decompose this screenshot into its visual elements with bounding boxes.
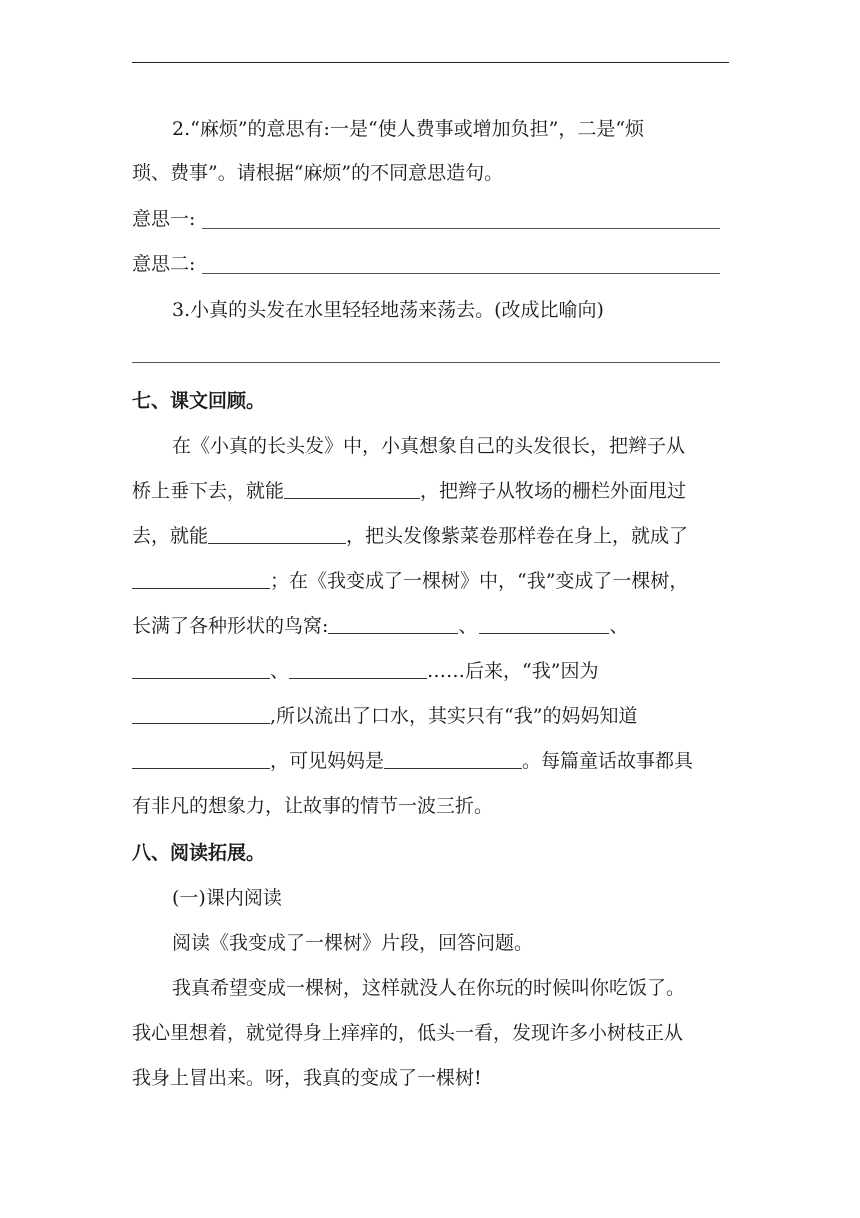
passage-line1: 我真希望变成一棵树，这样就没人在你玩的时候叫你吃饭了。 xyxy=(172,977,686,999)
s7-line6-sep: 、 xyxy=(270,660,290,682)
meaning2-label: 意思二: xyxy=(132,253,196,275)
passage-line2: 我心里想着，就觉得身上痒痒的，低头一看，发现许多小树枝正从 xyxy=(132,1022,684,1044)
section8-title: 八、阅读拓展。 xyxy=(132,842,266,864)
q2-line1: 2.“麻烦”的意思有:一是“使人费事或增加负担”，二是“烦 xyxy=(172,118,645,140)
s7-line8-text-b: 。每篇童话故事都具 xyxy=(522,750,694,772)
s7-line2-text-a: 桥上垂下去，就能 xyxy=(132,480,285,502)
s7-line3-text-a: 去，就能 xyxy=(132,525,209,547)
s7-line2-text-b: ，把辫子从牧场的栅栏外面甩过 xyxy=(420,480,687,502)
s7-line5-sep-2: 、 xyxy=(609,615,629,637)
s7-line8-text-a: ，可见妈妈是 xyxy=(270,750,385,772)
meaning1-answer-line[interactable] xyxy=(202,228,720,229)
s7-line4-text: ；在《我变成了一棵树》中，“我”变成了一棵树， xyxy=(270,570,689,592)
header-rule xyxy=(132,62,729,63)
s7-line3 xyxy=(132,523,688,549)
blank-4[interactable] xyxy=(328,615,458,634)
passage-line3: 我身上冒出来。呀，我真的变成了一棵树! xyxy=(132,1067,482,1089)
section8-subheading: (一)课内阅读 xyxy=(172,887,282,909)
s7-line4 xyxy=(132,568,688,594)
blank-7[interactable] xyxy=(289,660,427,679)
q3-answer-line[interactable] xyxy=(132,362,720,363)
blank-3[interactable] xyxy=(132,570,270,589)
s7-line1: 在《小真的长头发》中，小真想象自己的头发很长，把辫子从 xyxy=(172,435,686,457)
blank-6[interactable] xyxy=(132,660,270,679)
s7-line9: 有非凡的想象力，让故事的情节一波三折。 xyxy=(132,795,494,817)
s7-line5-sep-1: 、 xyxy=(458,615,478,637)
s7-line3-text-b: ，把头发像紫菜卷那样卷在身上，就成了 xyxy=(346,525,689,547)
s7-line5 xyxy=(132,613,628,639)
s7-line7-text: ,所以流出了口水，其实只有“我”的妈妈知道 xyxy=(270,705,638,727)
s7-line6-text: ……后来，“我”因为 xyxy=(427,660,599,682)
q3-text: 3.小真的头发在水里轻轻地荡来荡去。(改成比喻向) xyxy=(172,299,604,321)
blank-9[interactable] xyxy=(132,750,270,769)
q2-line2: 琐、费事”。请根据“麻烦”的不同意思造句。 xyxy=(132,162,504,184)
s7-line7 xyxy=(132,703,637,729)
meaning1-label: 意思一: xyxy=(132,208,196,230)
meaning2-answer-line[interactable] xyxy=(202,273,720,274)
blank-8[interactable] xyxy=(132,705,270,724)
section7-title: 七、课文回顾。 xyxy=(132,390,266,412)
blank-2[interactable] xyxy=(208,525,346,544)
blank-1[interactable] xyxy=(284,480,420,499)
s7-line5-text-a: 长满了各种形状的鸟窝: xyxy=(132,615,329,637)
blank-5[interactable] xyxy=(479,615,609,634)
s7-line2 xyxy=(132,478,686,504)
s7-line8 xyxy=(132,748,693,774)
s7-line6 xyxy=(132,658,598,684)
section8-instruction: 阅读《我变成了一棵树》片段，回答问题。 xyxy=(172,932,534,954)
blank-10[interactable] xyxy=(384,750,522,769)
